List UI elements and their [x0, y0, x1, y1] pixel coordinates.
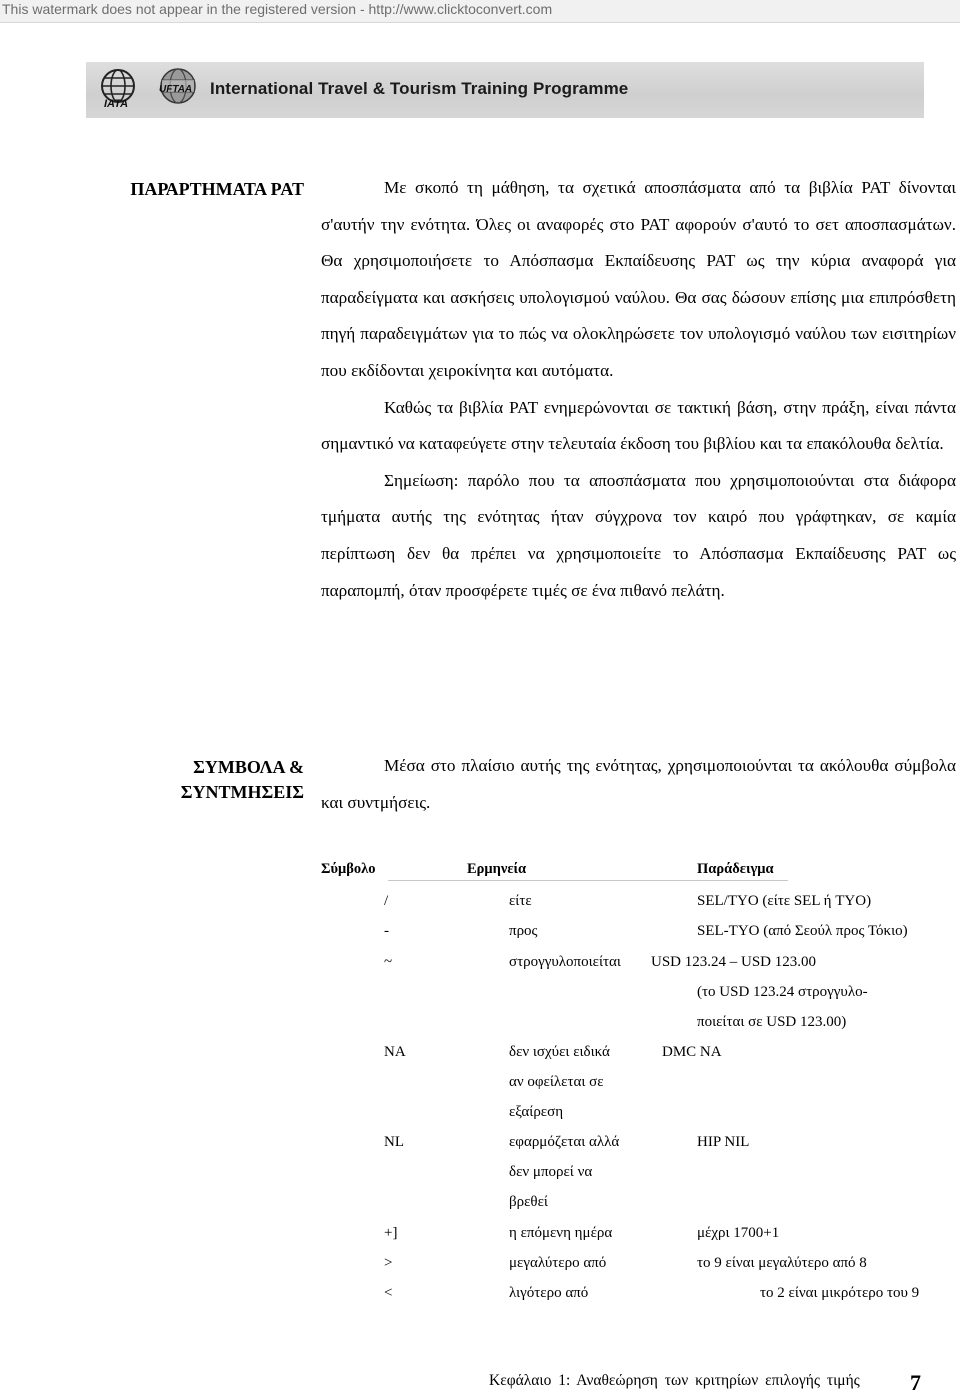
- table-cell-example: μέχρι 1700+1: [697, 1225, 780, 1241]
- table-cell-symbol: NA: [384, 1044, 406, 1060]
- symbols-table-header: [321, 861, 791, 881]
- watermark-bar: [0, 0, 960, 23]
- table-cell-meaning-continued: εξαίρεση: [509, 1104, 564, 1120]
- section-body-pat-appendices: [321, 170, 956, 609]
- programme-banner: [86, 62, 924, 118]
- column-header-symbol: Σύμβολο: [321, 861, 376, 877]
- section-heading-pat-appendices: ΠΑΡΑΡΤΗΜΑΤΑ PAT: [130, 179, 304, 199]
- table-cell-meaning-continued: δεν μπορεί να: [509, 1164, 593, 1180]
- section-heading-symbols-line2: ΣΥΝΤΜΗΣΕΙΣ: [180, 782, 304, 802]
- column-header-meaning: Ερμηνεία: [467, 861, 527, 877]
- paragraph-symbols-intro: Μέσα στο πλαίσιο αυτής της ενότητας, χρησιμοποιούνται τα ακόλουθα σύμβολα και συντμήσεις.: [321, 756, 956, 812]
- table-cell-meaning-continued: αν οφείλεται σε: [509, 1074, 604, 1090]
- table-cell-example: HIP NIL: [697, 1134, 750, 1150]
- section-body-symbols: [321, 748, 956, 821]
- table-cell-meaning: μεγαλύτερο από: [509, 1255, 607, 1271]
- uftaa-logo-label: UFTAA: [159, 84, 193, 95]
- paragraph-updates: Καθώς τα βιβλία PAT ενημερώνονται σε τακτική βάση, στην πράξη, είναι πάντα σημαντικό να καταφεύγετε στην τελευταία έκδοση του βιβλίου και τα επακόλουθα δελτία.: [321, 397, 956, 454]
- watermark-text: This watermark does not appear in the registered version -: [2, 1, 369, 17]
- table-cell-meaning: η επόμενη ημέρα: [509, 1225, 613, 1241]
- table-cell-symbol: -: [384, 923, 389, 939]
- table-cell-meaning: εφαρμόζεται αλλά: [509, 1134, 620, 1150]
- table-cell-meaning: λιγότερο από: [509, 1285, 589, 1301]
- table-cell-example: DMC NA: [662, 1044, 722, 1060]
- table-cell-example-continued: ποιείται σε USD 123.00): [697, 1014, 847, 1030]
- page-footer-chapter: Κεφάλαιο 1: Αναθεώρηση των κριτηρίων επιλογής τιμής: [489, 1372, 860, 1389]
- table-cell-example: SEL/TYO (είτε SEL ή TYO): [697, 893, 872, 909]
- watermark-link[interactable]: http://www.clicktoconvert.com: [368, 1, 553, 17]
- table-cell-meaning: στρογγυλοποιείται: [509, 954, 621, 970]
- section-heading-symbols: [40, 755, 304, 805]
- table-cell-example-continued: (το USD 123.24 στρογγυλο-: [697, 984, 868, 1000]
- table-cell-example: το 9 είναι μεγαλύτερο από 8: [697, 1255, 867, 1271]
- table-cell-symbol: /: [384, 893, 389, 909]
- table-cell-symbol: ~: [384, 954, 393, 970]
- table-cell-symbol: +]: [384, 1225, 398, 1241]
- table-cell-example: SEL-TYO (από Σεούλ προς Τόκιο): [697, 923, 908, 939]
- iata-logo-label: IATA: [104, 98, 129, 110]
- table-header-rule: [388, 880, 788, 881]
- paragraph-note: Σημείωση: παρόλο που τα αποσπάσματα που χρησιμοποιούνται στα διάφορα τμήματα αυτής της ενότητας ήταν σύγχρονα τον καιρό που γράφτηκαν, σε καμία περίπτωση δεν θα πρέπει να χρησιμοποιείτε το Απόσπασμα Εκπαίδευσης PAT ως παραπομπή, όταν προσφέρετε τιμές σε ένα πιθανό πελάτη.: [321, 470, 956, 600]
- page-number: 7: [910, 1370, 921, 1395]
- table-cell-meaning: είτε: [509, 893, 532, 909]
- table-cell-meaning-continued: βρεθεί: [509, 1194, 548, 1210]
- table-cell-symbol: <: [384, 1285, 393, 1301]
- table-cell-meaning: δεν ισχύει ειδικά: [509, 1044, 610, 1060]
- table-cell-example: το 2 είναι μικρότερο του 9: [760, 1285, 920, 1301]
- banner-title: International Travel & Tourism Training Programme: [210, 79, 629, 98]
- table-cell-example: USD 123.24 – USD 123.00: [651, 954, 817, 970]
- table-cell-meaning: προς: [509, 923, 538, 939]
- column-header-example: Παράδειγμα: [697, 861, 774, 877]
- table-cell-symbol: NL: [384, 1134, 404, 1150]
- table-cell-symbol: >: [384, 1255, 393, 1271]
- paragraph-intro: Με σκοπό τη μάθηση, τα σχετικά αποσπάσματα από τα βιβλία PAT δίνονται σ'αυτήν την ενότητα. Όλες οι αναφορές στο PAT αφορούν σ'αυτό το σετ αποσπασμάτων. Θα χρησιμοποιήσετε το Απόσπασμα Εκπαίδευσης PAT ως την κύρια αναφορά για παραδείγματα και ασκήσεις υπολογισμού ναύλου. Θα σας δώσουν επίσης μια επιπρόσθετη πηγή παραδειγμάτων για το πώς να ολοκληρώσετε τον υπολογισμό ναύλου των εισιτηρίων που εκδίδονται χειροκίνητα και αυτόματα.: [321, 178, 956, 380]
- section-heading-symbols-line1: ΣΥΜΒΟΛΑ &: [193, 757, 304, 777]
